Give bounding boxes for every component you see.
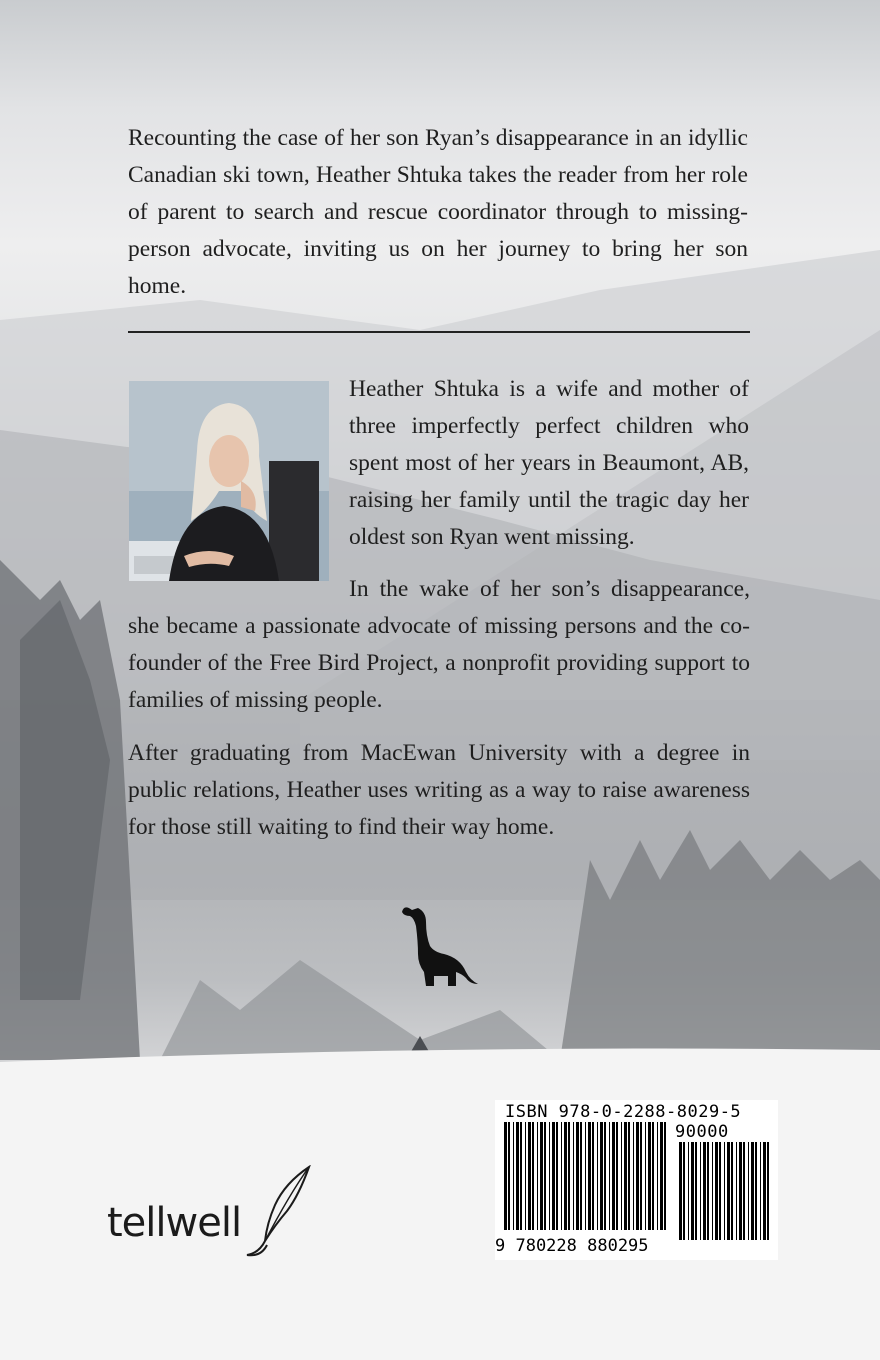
- barcode-bar: [683, 1142, 685, 1240]
- author-bio-paragraph-3: After graduating from MacEwan University with a degree in public relations, Heather uses writing as a way to raise awareness for those still waiting to find their way home.: [128, 740, 750, 840]
- barcode-bar: [707, 1142, 709, 1240]
- barcode-bar: [525, 1122, 526, 1230]
- barcode-bar: [513, 1122, 514, 1230]
- barcode-bar: [679, 1142, 682, 1240]
- barcode-bar: [633, 1122, 634, 1230]
- barcode-bar: [544, 1122, 546, 1230]
- barcode-bar: [568, 1122, 570, 1230]
- barcode-bar: [532, 1122, 534, 1230]
- barcode-bar: [561, 1122, 562, 1230]
- barcode-bar: [504, 1122, 507, 1230]
- barcode-bar: [624, 1122, 627, 1230]
- barcode-bar: [715, 1142, 718, 1240]
- barcode-bar: [719, 1142, 721, 1240]
- publisher-logo: [105, 1165, 315, 1260]
- price-code: 90000: [675, 1122, 729, 1142]
- barcode-bar: [703, 1142, 706, 1240]
- barcode-bar: [537, 1122, 538, 1230]
- barcode-bar: [520, 1122, 522, 1230]
- barcode-bar: [691, 1142, 694, 1240]
- barcode-bar: [621, 1122, 622, 1230]
- barcode-bar: [640, 1122, 642, 1230]
- isbn-label: ISBN 978-0-2288-8029-5: [505, 1102, 742, 1122]
- barcode-bar: [628, 1122, 630, 1230]
- barcode-bar: [767, 1142, 769, 1240]
- barcode-bar: [576, 1122, 579, 1230]
- barcode-bar: [604, 1122, 606, 1230]
- barcode-bar: [552, 1122, 555, 1230]
- book-blurb: Recounting the case of her son Ryan’s disappearance in an idyllic Canadian ski town, Heather Shtuka takes the reader from her role of parent to search and rescue coordinator through to missing-person advocate, inviting us on her journey to bring her son home.: [128, 125, 748, 299]
- barcode-bar: [695, 1142, 697, 1240]
- addon-bars: [678, 1142, 770, 1240]
- author-photo: [129, 381, 329, 581]
- barcode-bar: [508, 1122, 510, 1230]
- ean-digits: 9 780228 880295: [495, 1236, 649, 1256]
- barcode-bar: [616, 1122, 618, 1230]
- barcode-bar: [592, 1122, 594, 1230]
- publisher-name: tellwell: [107, 1200, 242, 1246]
- barcode-bar: [736, 1142, 737, 1240]
- barcode-bar: [688, 1142, 689, 1240]
- barcode-bar: [540, 1122, 543, 1230]
- barcode-bar: [636, 1122, 639, 1230]
- barcode-bar: [652, 1122, 654, 1230]
- barcode-bar: [755, 1142, 757, 1240]
- barcode-bar: [564, 1122, 567, 1230]
- barcode-bar: [727, 1142, 730, 1240]
- barcode-bar: [645, 1122, 646, 1230]
- barcode-bar: [648, 1122, 651, 1230]
- barcode-bar: [743, 1142, 745, 1240]
- barcode-bar: [597, 1122, 598, 1230]
- barcode-bar: [760, 1142, 761, 1240]
- barcode-bar: [712, 1142, 713, 1240]
- barcode-bar: [751, 1142, 754, 1240]
- barcode-bar: [739, 1142, 742, 1240]
- barcode-bar: [748, 1142, 749, 1240]
- ean-bars: [503, 1122, 671, 1240]
- barcode-bar: [580, 1122, 582, 1230]
- barcode-bar: [516, 1122, 519, 1230]
- barcode-bar: [549, 1122, 550, 1230]
- barcode-bar: [664, 1122, 666, 1230]
- barcode-bar: [724, 1142, 725, 1240]
- quill-icon: [245, 1165, 315, 1260]
- barcode-bar: [609, 1122, 610, 1230]
- barcode-bar: [588, 1122, 591, 1230]
- barcode-bar: [573, 1122, 574, 1230]
- barcode-bar: [556, 1122, 558, 1230]
- barcode-bar: [585, 1122, 586, 1230]
- barcode-bar: [763, 1142, 766, 1240]
- isbn-barcode: [495, 1100, 778, 1260]
- barcode-bar: [731, 1142, 733, 1240]
- barcode-bar: [612, 1122, 615, 1230]
- barcode-bar: [657, 1122, 658, 1230]
- divider-rule: [128, 331, 750, 333]
- dinosaur-icon: [400, 902, 480, 990]
- barcode-bar: [528, 1122, 531, 1230]
- author-bio-paragraph-2: In the wake of her son’s disappearance, she became a passionate advocate of missing persons and the co-founder of the Free Bird Project, a nonprofit providing support to families of missing people.: [128, 576, 750, 713]
- barcode-bar: [600, 1122, 603, 1230]
- barcode-bar: [660, 1122, 663, 1230]
- author-bio-paragraph-1: Heather Shtuka is a wife and mother of three imperfectly perfect children who spent most of her years in Beaumont, AB, raising her family until the tragic day her oldest son Ryan went missing.: [349, 376, 749, 550]
- barcode-bar: [700, 1142, 701, 1240]
